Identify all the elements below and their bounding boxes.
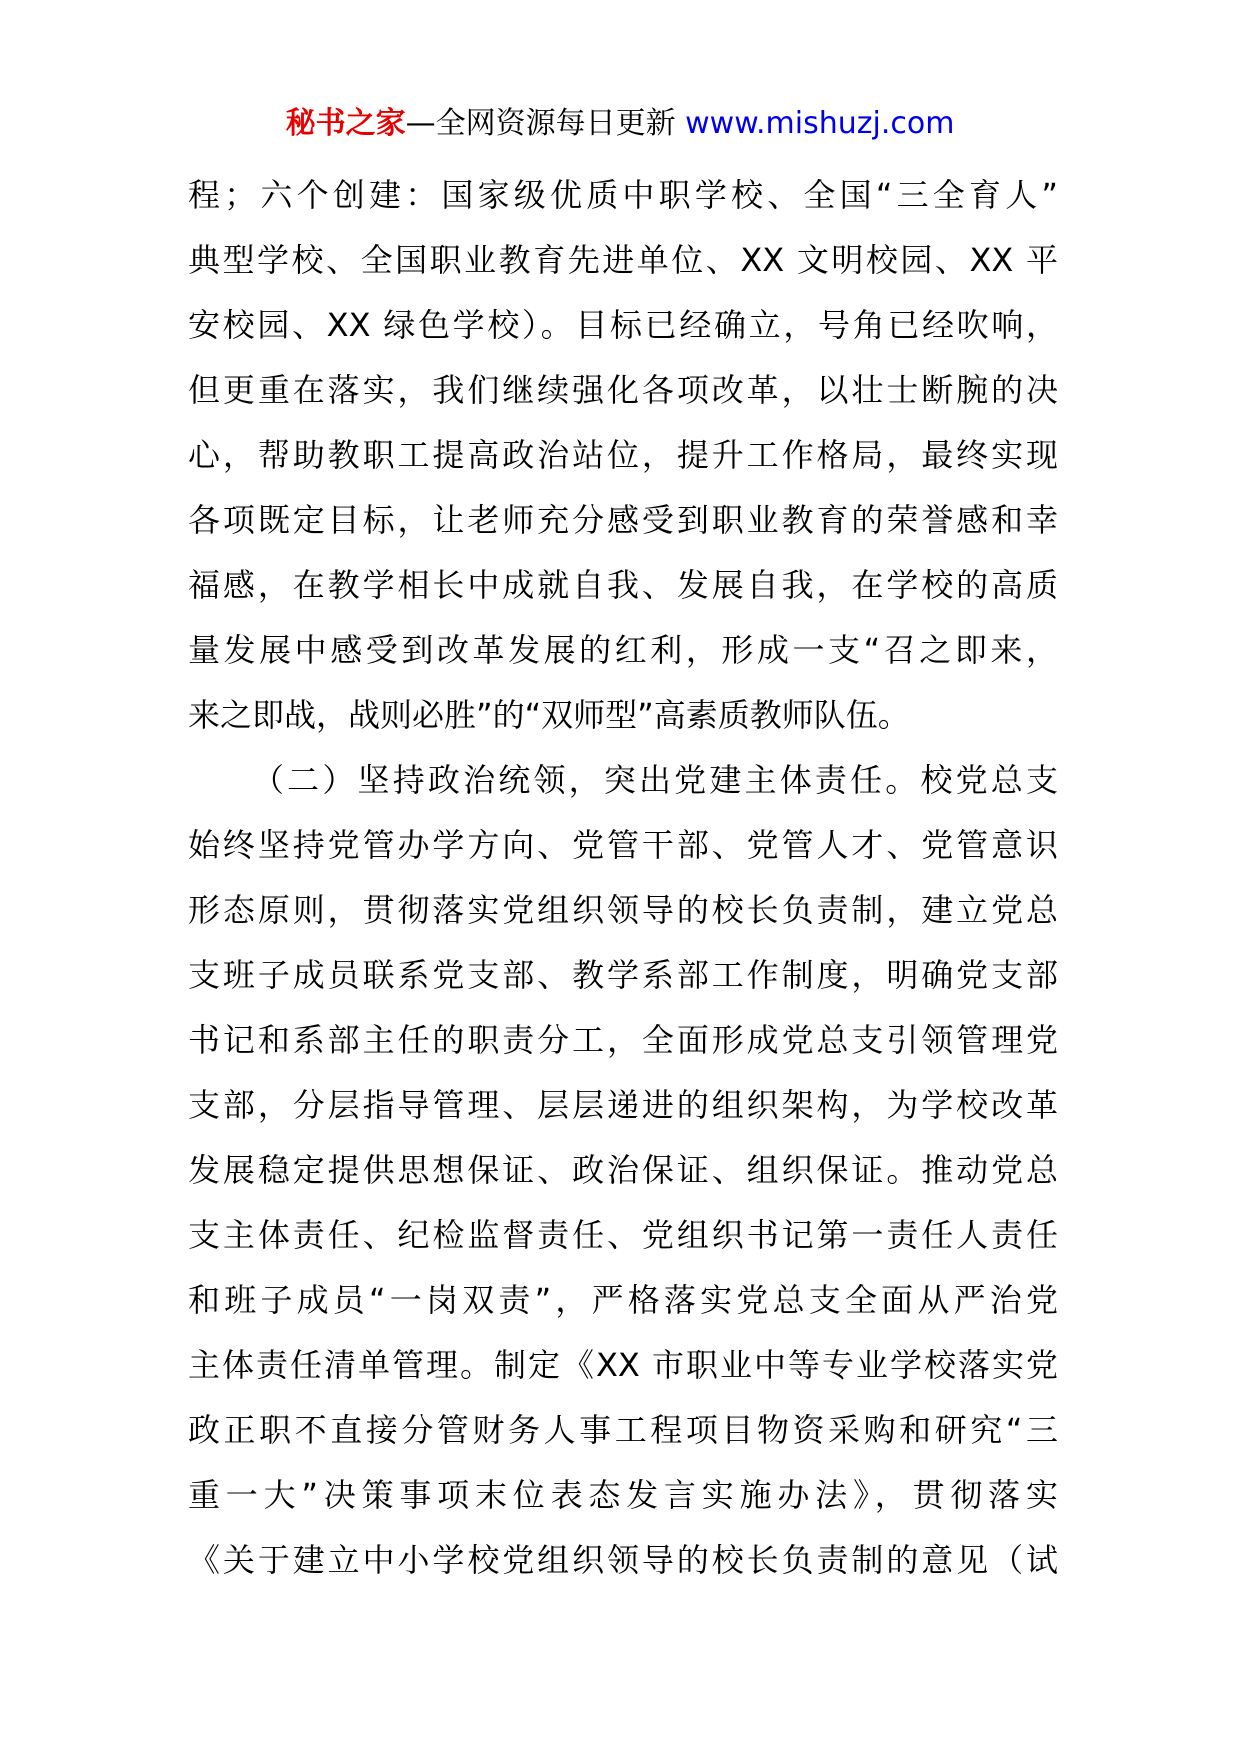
text-line: 支主体责任、纪检监督责任、党组织书记第一责任人责任 (188, 1216, 1058, 1254)
text-line: 支部，分层指导管理、层层递进的组织架构，为学校改革 (188, 1086, 1058, 1124)
text-line: 典型学校、全国职业教育先进单位、XX 文明校园、XX 平 (188, 241, 1058, 279)
paragraph-end-line: 来之即战，战则必胜”的“双师型”高素质教师队伍。 (188, 696, 910, 734)
text-line: 支班子成员联系党支部、教学系部工作制度，明确党支部 (188, 956, 1058, 994)
text-line: 和班子成员“一岗双责”，严格落实党总支全面从严治党 (188, 1281, 1058, 1319)
text-line: 各项既定目标，让老师充分感受到职业教育的荣誉感和幸 (188, 501, 1058, 539)
text-line: 福感，在教学相长中成就自我、发展自我，在学校的高质 (188, 566, 1058, 604)
site-url-link[interactable]: www.mishuzj.com (685, 106, 955, 141)
text-line: 始终坚持党管办学方向、党管干部、党管人才、党管意识 (188, 826, 1058, 864)
text-line: 安校园、XX 绿色学校）。目标已经确立，号角已经吹响， (188, 306, 1058, 344)
text-line: 形态原则，贯彻落实党组织领导的校长负责制，建立党总 (188, 891, 1058, 929)
text-line: 主体责任清单管理。制定《XX 市职业中等专业学校落实党 (188, 1346, 1058, 1384)
text-line: 重一大”决策事项末位表态发言实施办法》，贯彻落实 (188, 1476, 1058, 1514)
text-line: 但更重在落实，我们继续强化各项改革，以壮士断腕的决 (188, 371, 1058, 409)
text-line: 量发展中感受到改革发展的红利，形成一支“召之即来， (188, 631, 1058, 669)
text-line: 书记和系部主任的职责分工，全面形成党总支引领管理党 (188, 1021, 1058, 1059)
section-heading-line: （二）坚持政治统领，突出党建主体责任。校党总支 (252, 761, 1058, 799)
text-line: 心，帮助教职工提高政治站位，提升工作格局，最终实现 (188, 436, 1058, 474)
text-line: 政正职不直接分管财务人事工程项目物资采购和研究“三 (188, 1411, 1058, 1449)
text-line: 发展稳定提供思想保证、政治保证、组织保证。推动党总 (188, 1151, 1058, 1189)
site-tagline: —全网资源每日更新 (405, 106, 686, 141)
document-body (188, 163, 1058, 1593)
site-header (0, 100, 1240, 148)
text-line: 《关于建立中小学校党组织领导的校长负责制的意见（试 (188, 1541, 1058, 1579)
text-line: 程；六个创建：国家级优质中职学校、全国“三全育人” (188, 176, 1058, 214)
site-brand: 秘书之家 (285, 106, 406, 141)
